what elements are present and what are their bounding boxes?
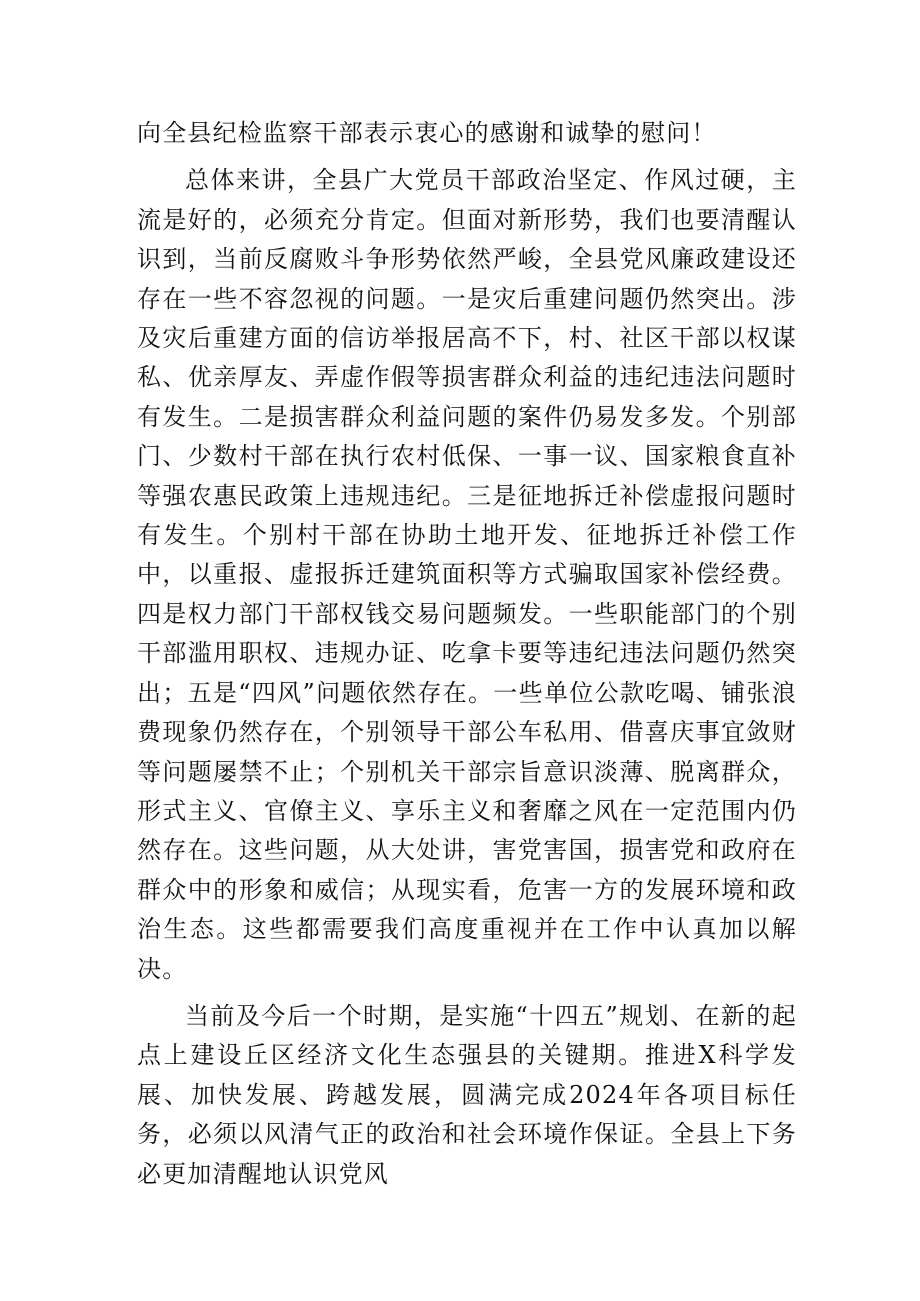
paragraph-3: 当前及今后一个时期，是实施“十四五”规划、在新的起点上建设丘区经济文化生态强县的关键期。推进X科学发展、加快发展、跨越发展，圆满完成2024年各项目标任务，必须以风清气正的政治和社会环境作保证。全县上下务必更加清醒地认识党风	[137, 1001, 797, 1188]
paragraph-2: 总体来讲，全县广大党员干部政治坚定、作风过硬，主流是好的，必须充分肯定。但面对新形势，我们也要清醒认识到，当前反腐败斗争形势依然严峻，全县党风廉政建设还存在一些不容忽视的问题。一是灾后重建问题仍然突出。涉及灾后重建方面的信访举报居高不下，村、社区干部以权谋私、优亲厚友、弄虚作假等损害群众利益的违纪违法问题时有发生。二是损害群众利益问题的案件仍易发多发。个别部门、少数村干部在执行农村低保、一事一议、国家粮食直补等强农惠民政策上违规违纪。三是征地拆迁补偿虚报问题时有发生。个别村干部在协助土地开发、征地拆迁补偿工作中，以重报、虚报拆迁建筑面积等方式骗取国家补偿经费。四是权力部门干部权钱交易问题频发。一些职能部门的个别干部滥用职权、违规办证、吃拿卡要等违纪违法问题仍然突出；五是“四风”问题依然存在。一些单位公款吃喝、铺张浪费现象仍然存在，个别领导干部公车私用、借喜庆事宜敛财等问题屡禁不止；个别机关干部宗旨意识淡薄、脱离群众，形式主义、官僚主义、享乐主义和奢靡之风在一定范围内仍然存在。这些问题，从大处讲，害党害国，损害党和政府在群众中的形象和威信；从现实看，危害一方的发展环境和政治生态。这些都需要我们高度重视并在工作中认真加以解决。	[137, 166, 797, 983]
document-body	[137, 114, 797, 1194]
paragraph-1: 向全县纪检监察干部表示衷心的感谢和诚挚的慰问！	[137, 119, 717, 147]
